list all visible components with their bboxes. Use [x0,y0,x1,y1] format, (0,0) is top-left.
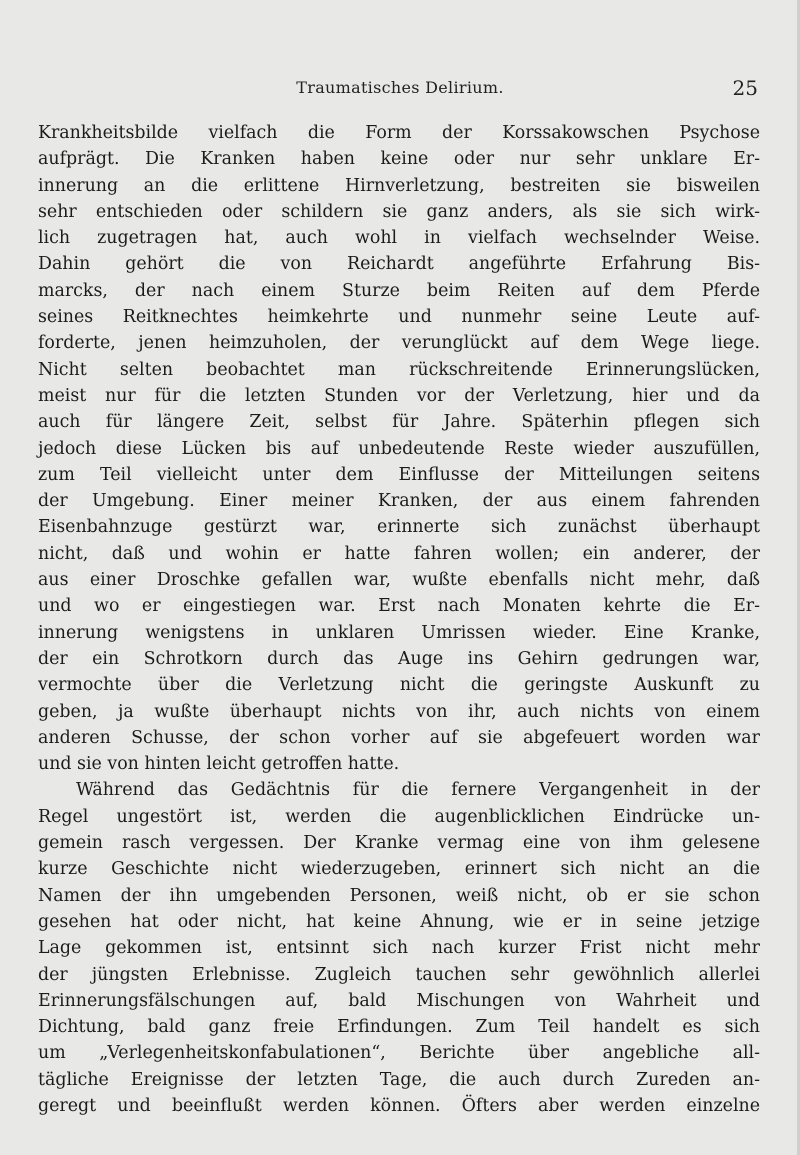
text-line: lich zugetragen hat, auch wohl in vielfach wechselnder Weise. [38,228,760,249]
text-line: Regel ungestört ist, werden die augenblicklichen Eindrücke un- [38,806,760,827]
text-line: um „Verlegenheitskonfabulationen“, Berichte über angebliche all- [38,1043,760,1064]
text-line: zum Teil vielleicht unter dem Einflusse der Mitteilungen seitens [38,464,760,485]
text-line: tägliche Ereignisse der letzten Tage, die auch durch Zureden an- [38,1069,760,1090]
running-title: Traumatisches Delirium. [296,78,504,97]
text-line: forderte, jenen heimzuholen, der verunglückt auf dem Wege liege. [38,333,760,354]
text-line: sehr entschieden oder schildern sie ganz anders, als sie sich wirk- [38,201,760,222]
text-line: Eisenbahnzuge gestürzt war, erinnerte sich zunächst überhaupt [38,517,760,538]
text-line: der ein Schrotkorn durch das Auge ins Gehirn gedrungen war, [38,648,760,669]
text-line: und sie von hinten leicht getroffen hatte. [38,754,400,775]
text-line: gesehen hat oder nicht, hat keine Ahnung, wie er in seine jetzige [38,911,760,932]
text-line: Während das Gedächtnis für die fernere Vergangenheit in der [76,780,760,801]
paragraph-1 [38,120,760,777]
text-line: gemein rasch vergessen. Der Kranke vermag eine von ihm gelesene [38,833,760,854]
text-line: Nicht selten beobachtet man rückschreitende Erinnerungslücken, [38,359,760,380]
text-line: nicht, daß und wohin er hatte fahren wollen; ein anderer, der [38,543,760,564]
text-line: seines Reitknechtes heimkehrte und nunmehr seine Leute auf- [38,307,760,328]
text-line: jedoch diese Lücken bis auf unbedeutende Reste wieder auszufüllen, [38,438,760,459]
text-line: aufprägt. Die Kranken haben keine oder nur sehr unklare Er- [38,149,760,170]
text-line: der Umgebung. Einer meiner Kranken, der aus einem fahrenden [38,491,760,512]
text-line: aus einer Droschke gefallen war, wußte ebenfalls nicht mehr, daß [38,570,760,591]
text-line: auch für längere Zeit, selbst für Jahre. Späterhin pflegen sich [38,412,760,433]
text-line: marcks, der nach einem Sturze beim Reiten auf dem Pferde [38,280,760,301]
body-text [38,120,760,1119]
text-line: Lage gekommen ist, entsinnt sich nach kurzer Frist nicht mehr [38,938,760,959]
text-line: meist nur für die letzten Stunden vor der Verletzung, hier und da [38,385,760,406]
text-line: anderen Schusse, der schon vorher auf sie abgefeuert worden war [38,727,760,748]
text-line: Krankheitsbilde vielfach die Form der Korssakowschen Psychose [38,123,760,143]
running-head [0,78,800,102]
text-line: innerung wenigstens in unklaren Umrissen wieder. Eine Kranke, [38,622,760,643]
text-line: geregt und beeinflußt werden können. Öfters aber werden einzelne [38,1095,760,1116]
text-line: kurze Geschichte nicht wiederzugeben, erinnert sich nicht an die [38,859,760,880]
text-line: Namen der ihn umgebenden Personen, weiß nicht, ob er sie schon [38,885,760,906]
text-line: Erinnerungsfälschungen auf, bald Mischungen von Wahrheit und [38,990,760,1011]
text-line: innerung an die erlittene Hirnverletzung, bestreiten sie bisweilen [38,175,760,196]
text-line: und wo er eingestiegen war. Erst nach Monaten kehrte die Er- [38,596,760,617]
text-line: der jüngsten Erlebnisse. Zugleich tauchen sehr gewöhnlich allerlei [38,964,760,985]
text-line: Dichtung, bald ganz freie Erfindungen. Zum Teil handelt es sich [38,1017,760,1038]
text-line: Dahin gehört die von Reichardt angeführte Erfahrung Bis- [38,254,760,275]
text-line: vermochte über die Verletzung nicht die geringste Auskunft zu [38,675,760,696]
page-number: 25 [732,76,758,100]
paragraph-2 [38,777,760,1119]
text-line: geben, ja wußte überhaupt nichts von ihr, auch nichts von einem [38,701,760,722]
